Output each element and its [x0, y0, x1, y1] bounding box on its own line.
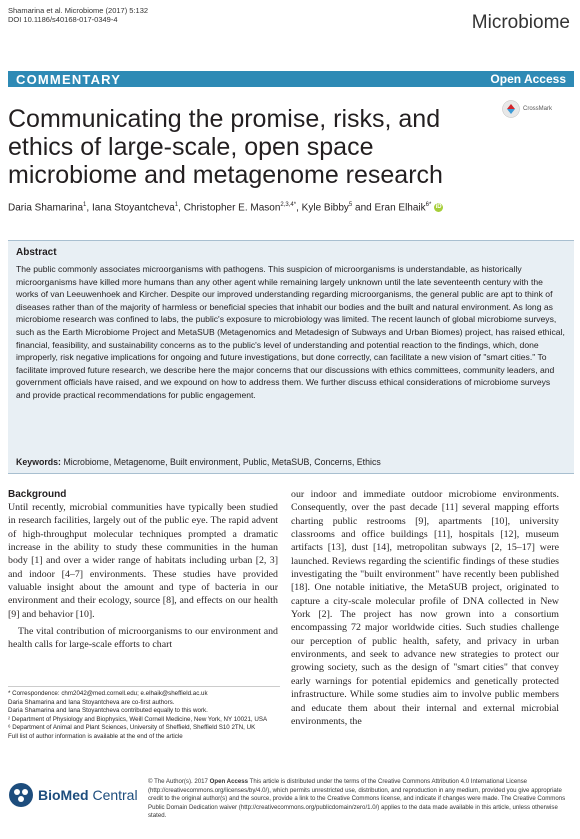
body-paragraph: The vital contribution of microorganisms to our environment and health calls for large-scale efforts to chart — [8, 626, 278, 651]
author-name[interactable]: Christopher E. Mason — [183, 202, 281, 214]
crossmark-icon — [502, 100, 520, 118]
author-affil: 2,3,4* — [280, 202, 297, 208]
cofirst-note: Daria Shamarina and Iana Stoyantcheva are co-first authors. — [8, 698, 175, 706]
contribution-note: Daria Shamarina and Iana Stoyantcheva contributed equally to this work. — [8, 707, 208, 714]
keywords-list: Microbiome, Metagenome, Built environment, Public, MetaSUB, Concerns, Ethics — [63, 457, 381, 467]
journal-name: Microbiome — [471, 12, 570, 33]
publisher-logo[interactable] — [8, 782, 138, 808]
affiliation: ⁶ Department of Animal and Plant Sciences, University of Sheffield, Sheffield S10 2TN, UK — [8, 724, 256, 731]
article-title: Communicating the promise, risks, and ethics of large-scale, open space microbiome and metagenome research — [8, 105, 443, 189]
abstract-heading: Abstract — [16, 247, 57, 258]
doi-line[interactable]: DOI 10.1186/s40168-017-0349-4 — [8, 15, 118, 24]
abstract-box — [8, 240, 574, 474]
orcid-icon[interactable]: iD — [435, 204, 442, 211]
author-list: Daria Shamarina$^1$, Iana Stoyantcheva$^1$, Christopher E. Mason$^{2,3,4*}$, Kyle Bibby$^5$ and Eran Elhaik$^{6*}$ iD — [8, 202, 442, 214]
citation — [8, 6, 148, 24]
license-statement — [148, 778, 574, 821]
footnotes — [8, 686, 280, 741]
crossmark-badge[interactable] — [502, 100, 552, 118]
body-column-left — [8, 488, 278, 652]
correspondence[interactable]: * Correspondence: chm2042@med.cornell.edu; e.elhaik@sheffield.ac.uk — [8, 690, 208, 697]
author-name[interactable]: Kyle Bibby — [301, 202, 349, 214]
author-name[interactable]: Iana Stoyantcheva — [91, 202, 175, 214]
body-paragraph: our indoor and immediate outdoor microbiome environments. Consequently, over the past decade [11] several mapping efforts charting public restrooms [9], apartments [10], university classrooms and office buildings [11], hospitals [12], museum artifacts [13], dust [14], metropolitan subways [2, 15–17] were launched. Reviews regarding the scientific findings of these studies investigating the "built environment" have recently been published [18]. One notable initiative, the MetaSUB project, originated to capture a city-scale molecular profile of DNA collected in New York [2]. The project has now grown into a consortium encompassing 72 major worldwide cities. Such studies challenge our perception of public health, safety, and privacy in urban environments, and seek to advance new strategies to protect our growing society, such as the design of "smart cities" that convey early warnings for potential epidemics and genetically protected infrastructure. While some studies aim to involve public members and educate them about their internal and external microbial environments, the — [291, 489, 559, 727]
article-type-banner — [8, 71, 574, 87]
author-affil: 6* — [425, 202, 432, 208]
license-text: This article is distributed under the terms of the Creative Commons Attribution 4.0 International License (http://creativecommons.org/licenses/by/4.0/), which permits unrestricted use, distribution, and reproduction in any medium, provided you give appropriate credit to the original author(s) and the source, provide a link to the Creative Commons license, and indicate if changes were made. The Creative Commons Public Domain Dedication waiver (http://creativecommons.org/publicdomain/zero/1.0/) applies to the data made available in this article, unless otherwise stated. — [148, 778, 566, 820]
author-info-note: Full list of author information is available at the end of the article — [8, 732, 183, 740]
author-affil: 1 — [83, 202, 87, 208]
affiliation: ² Department of Physiology and Biophysics, Weill Cornell Medicine, New York, NY 10021, USA — [8, 715, 268, 723]
author-name[interactable]: Daria Shamarina — [8, 202, 84, 214]
body-paragraph: Until recently, microbial communities have typically been studied in research facilities, largely out of the public eye. The rapid advent of high-throughput molecular techniques prompted a dramatic increase in the ability to study these communities in the human body [1] and over a wider range of habitats including urban [2, 3] and indoor [4–7] environments. These studies have provided valuable insight about the amount and type of bacteria in our environment and their ecology, source [8], and effects on our health [9] and behavior [10]. — [8, 502, 278, 620]
article-type: COMMENTARY — [16, 71, 122, 87]
abstract-text: The public commonly associates microorganisms with pathogens. This suspicion of microorganisms is understandable, as historically microorganisms have killed more humans than any other agent while remaining largely unknown until the late seventeenth century with the works of van Leeuwenhoek and Kircher. Despite our improved understanding regarding microorganisms, the general public are apt to think of diseases rather than of the majority of harmless or beneficial species that inhabit our bodies and the built and natural environment. As long as microbiome research was confined to labs, the public's exposure to microbiology was limited. The recent launch of global microbiome surveys, such as the Earth Microbiome Project and MetaSUB (Metagenomics and Metadesign of Subways and Urban Biomes) project, has raised ethical, financial, feasibility, and sustainability concerns as to the public's level of understanding and potential reaction to the findings, which, done improperly, risk negative implications for ongoing and future investigations, but done correctly, can facilitate a new vision of "smart cities." To facilitate improved future research, we describe here the major concerns that our discussions with ethics committees, community leaders, and government officials have raised, and we expound on how to address them. We further discuss ethical considerations of microbiome surveys and provide practical recommendations for public engagement. — [16, 264, 565, 400]
open-access-label: Open Access — [490, 72, 566, 86]
author-affil: 1 — [174, 202, 179, 208]
crossmark-label: CrossMark — [523, 106, 553, 112]
publisher-footer — [8, 778, 574, 828]
keywords-label: Keywords: — [16, 457, 61, 467]
author-name[interactable]: Eran Elhaik — [374, 202, 426, 214]
license-open-access: Open Access — [209, 778, 249, 785]
section-heading: Background — [8, 489, 67, 500]
citation-line: Shamarina et al. Microbiome (2017) 5:132 — [8, 6, 149, 15]
biomed-central-logo-icon — [8, 782, 34, 808]
body-column-right — [291, 488, 559, 728]
author-affil: 5 — [348, 202, 353, 208]
logo-text: BioMed — [38, 787, 89, 803]
copyright: © The Author(s). 2017 — [148, 778, 208, 785]
logo-text-suffix: Central — [88, 787, 138, 803]
keywords — [16, 457, 381, 467]
